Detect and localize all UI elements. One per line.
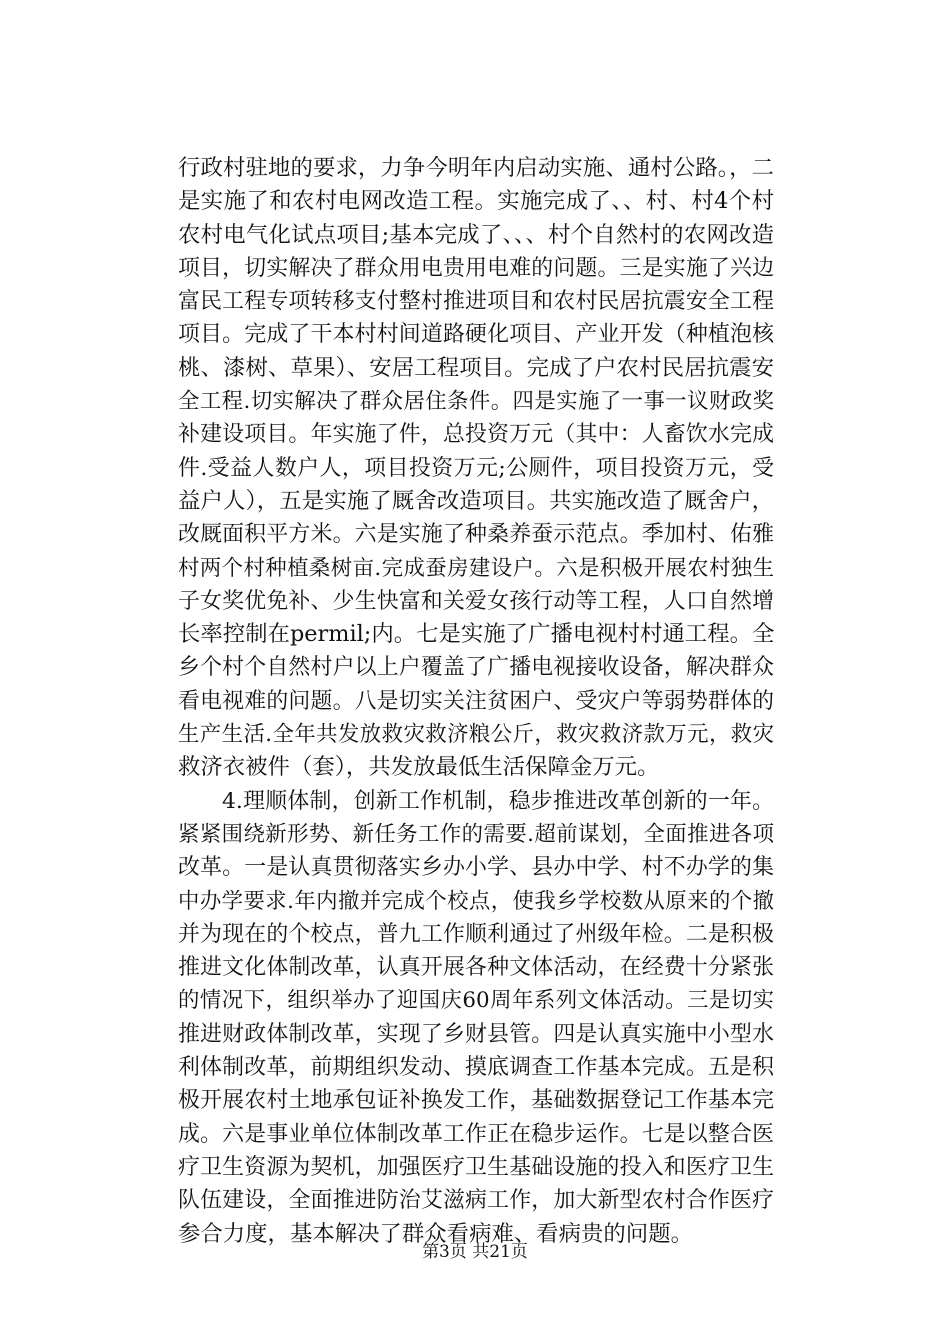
text-line: 改革。一是认真贯彻落实乡办小学、县办中学、村不办学的集 xyxy=(178,855,774,881)
paragraph-2 xyxy=(178,785,774,1251)
text-line: 疗卫生资源为契机，加强医疗卫生基础设施的投入和医疗卫生 xyxy=(178,1154,774,1180)
text-line: 极开展农村土地承包证补换发工作，基础数据登记工作基本完 xyxy=(178,1088,774,1114)
text-line: 农村电气化试点项目;基本完成了、、、村个自然村的农网改造 xyxy=(178,221,774,248)
text-line: 成。六是事业单位体制改革工作正在稳步运作。七是以整合医 xyxy=(178,1121,774,1147)
text-line: 项目。完成了干本村村间道路硬化项目、产业开发（种植泡核 xyxy=(178,322,774,348)
text-line: 行政村驻地的要求，力争今明年内启动实施、通村公路。，二 xyxy=(178,155,774,181)
text-line: 是实施了和农村电网改造工程。实施完成了、、村、村4个村 xyxy=(178,188,774,215)
text-line: 长率控制在permil;内。七是实施了广播电视村村通工程。全 xyxy=(178,621,775,648)
text-line: 参合力度，基本解决了群众看病难、看病贵的问题。 xyxy=(178,1220,693,1247)
text-line: 看电视难的问题。八是切实关注贫困户、受灾户等弱势群体的 xyxy=(178,688,774,714)
text-line: 4.理顺体制，创新工作机制，稳步推进改革创新的一年。 xyxy=(222,788,774,814)
text-line: 推进文化体制改革，认真开展各种文体活动，在经费十分紧张 xyxy=(178,955,774,981)
text-line: 子女奖优免补、少生快富和关爱女孩行动等工程，人口自然增 xyxy=(178,588,774,614)
text-line: 队伍建设，全面推进防治艾滋病工作，加大新型农村合作医疗 xyxy=(178,1188,774,1214)
text-line: 并为现在的个校点，普九工作顺利通过了州级年检。二是积极 xyxy=(178,921,774,947)
text-line: 乡个村个自然村户以上户覆盖了广播电视接收设备，解决群众 xyxy=(178,655,774,681)
text-line: 的情况下，组织举办了迎国庆60周年系列文体活动。三是切实 xyxy=(178,988,774,1014)
page-number: 第3页 共21页 xyxy=(422,1242,528,1262)
text-line: 紧紧围绕新形势、新任务工作的需要.超前谋划，全面推进各项 xyxy=(178,821,774,847)
text-line: 利体制改革，前期组织发动、摸底调查工作基本完成。五是积 xyxy=(178,1055,774,1081)
text-line: 桃、漆树、草果）、安居工程项目。完成了户农村民居抗震安 xyxy=(178,354,774,381)
text-line: 项目，切实解决了群众用电贵用电难的问题。三是实施了兴边 xyxy=(178,255,774,281)
text-line: 中办学要求.年内撤并完成个校点，使我乡学校数从原来的个撤 xyxy=(178,888,774,914)
page-footer xyxy=(0,1240,950,1264)
paragraph-1 xyxy=(178,152,774,785)
text-line: 村两个村种植桑树亩.完成蚕房建设户。六是积极开展农村独生 xyxy=(178,555,774,581)
text-line: 益户人），五是实施了厩舍改造项目。共实施改造了厩舍户， xyxy=(178,487,774,514)
text-line: 全工程.切实解决了群众居住条件。四是实施了一事一议财政奖 xyxy=(178,389,774,415)
text-line: 改厩面积平方米。六是实施了种桑养蚕示范点。季加村、佑雅 xyxy=(178,522,774,548)
document-body xyxy=(178,152,774,1251)
text-line: 富民工程专项转移支付整村推进项目和农村民居抗震安全工程 xyxy=(178,289,774,315)
text-line: 救济衣被件（套），共发放最低生活保障金万元。 xyxy=(178,754,660,781)
text-line: 补建设项目。年实施了件，总投资万元（其中：人畜饮水完成 xyxy=(178,422,774,448)
text-line: 推进财政体制改革，实现了乡财县管。四是认真实施中小型水 xyxy=(178,1021,774,1047)
text-line: 生产生活.全年共发放救灾救济粮公斤，救灾救济款万元，救灾 xyxy=(178,722,774,748)
text-line: 件.受益人数户人，项目投资万元;公厕件，项目投资万元，受 xyxy=(178,455,774,481)
